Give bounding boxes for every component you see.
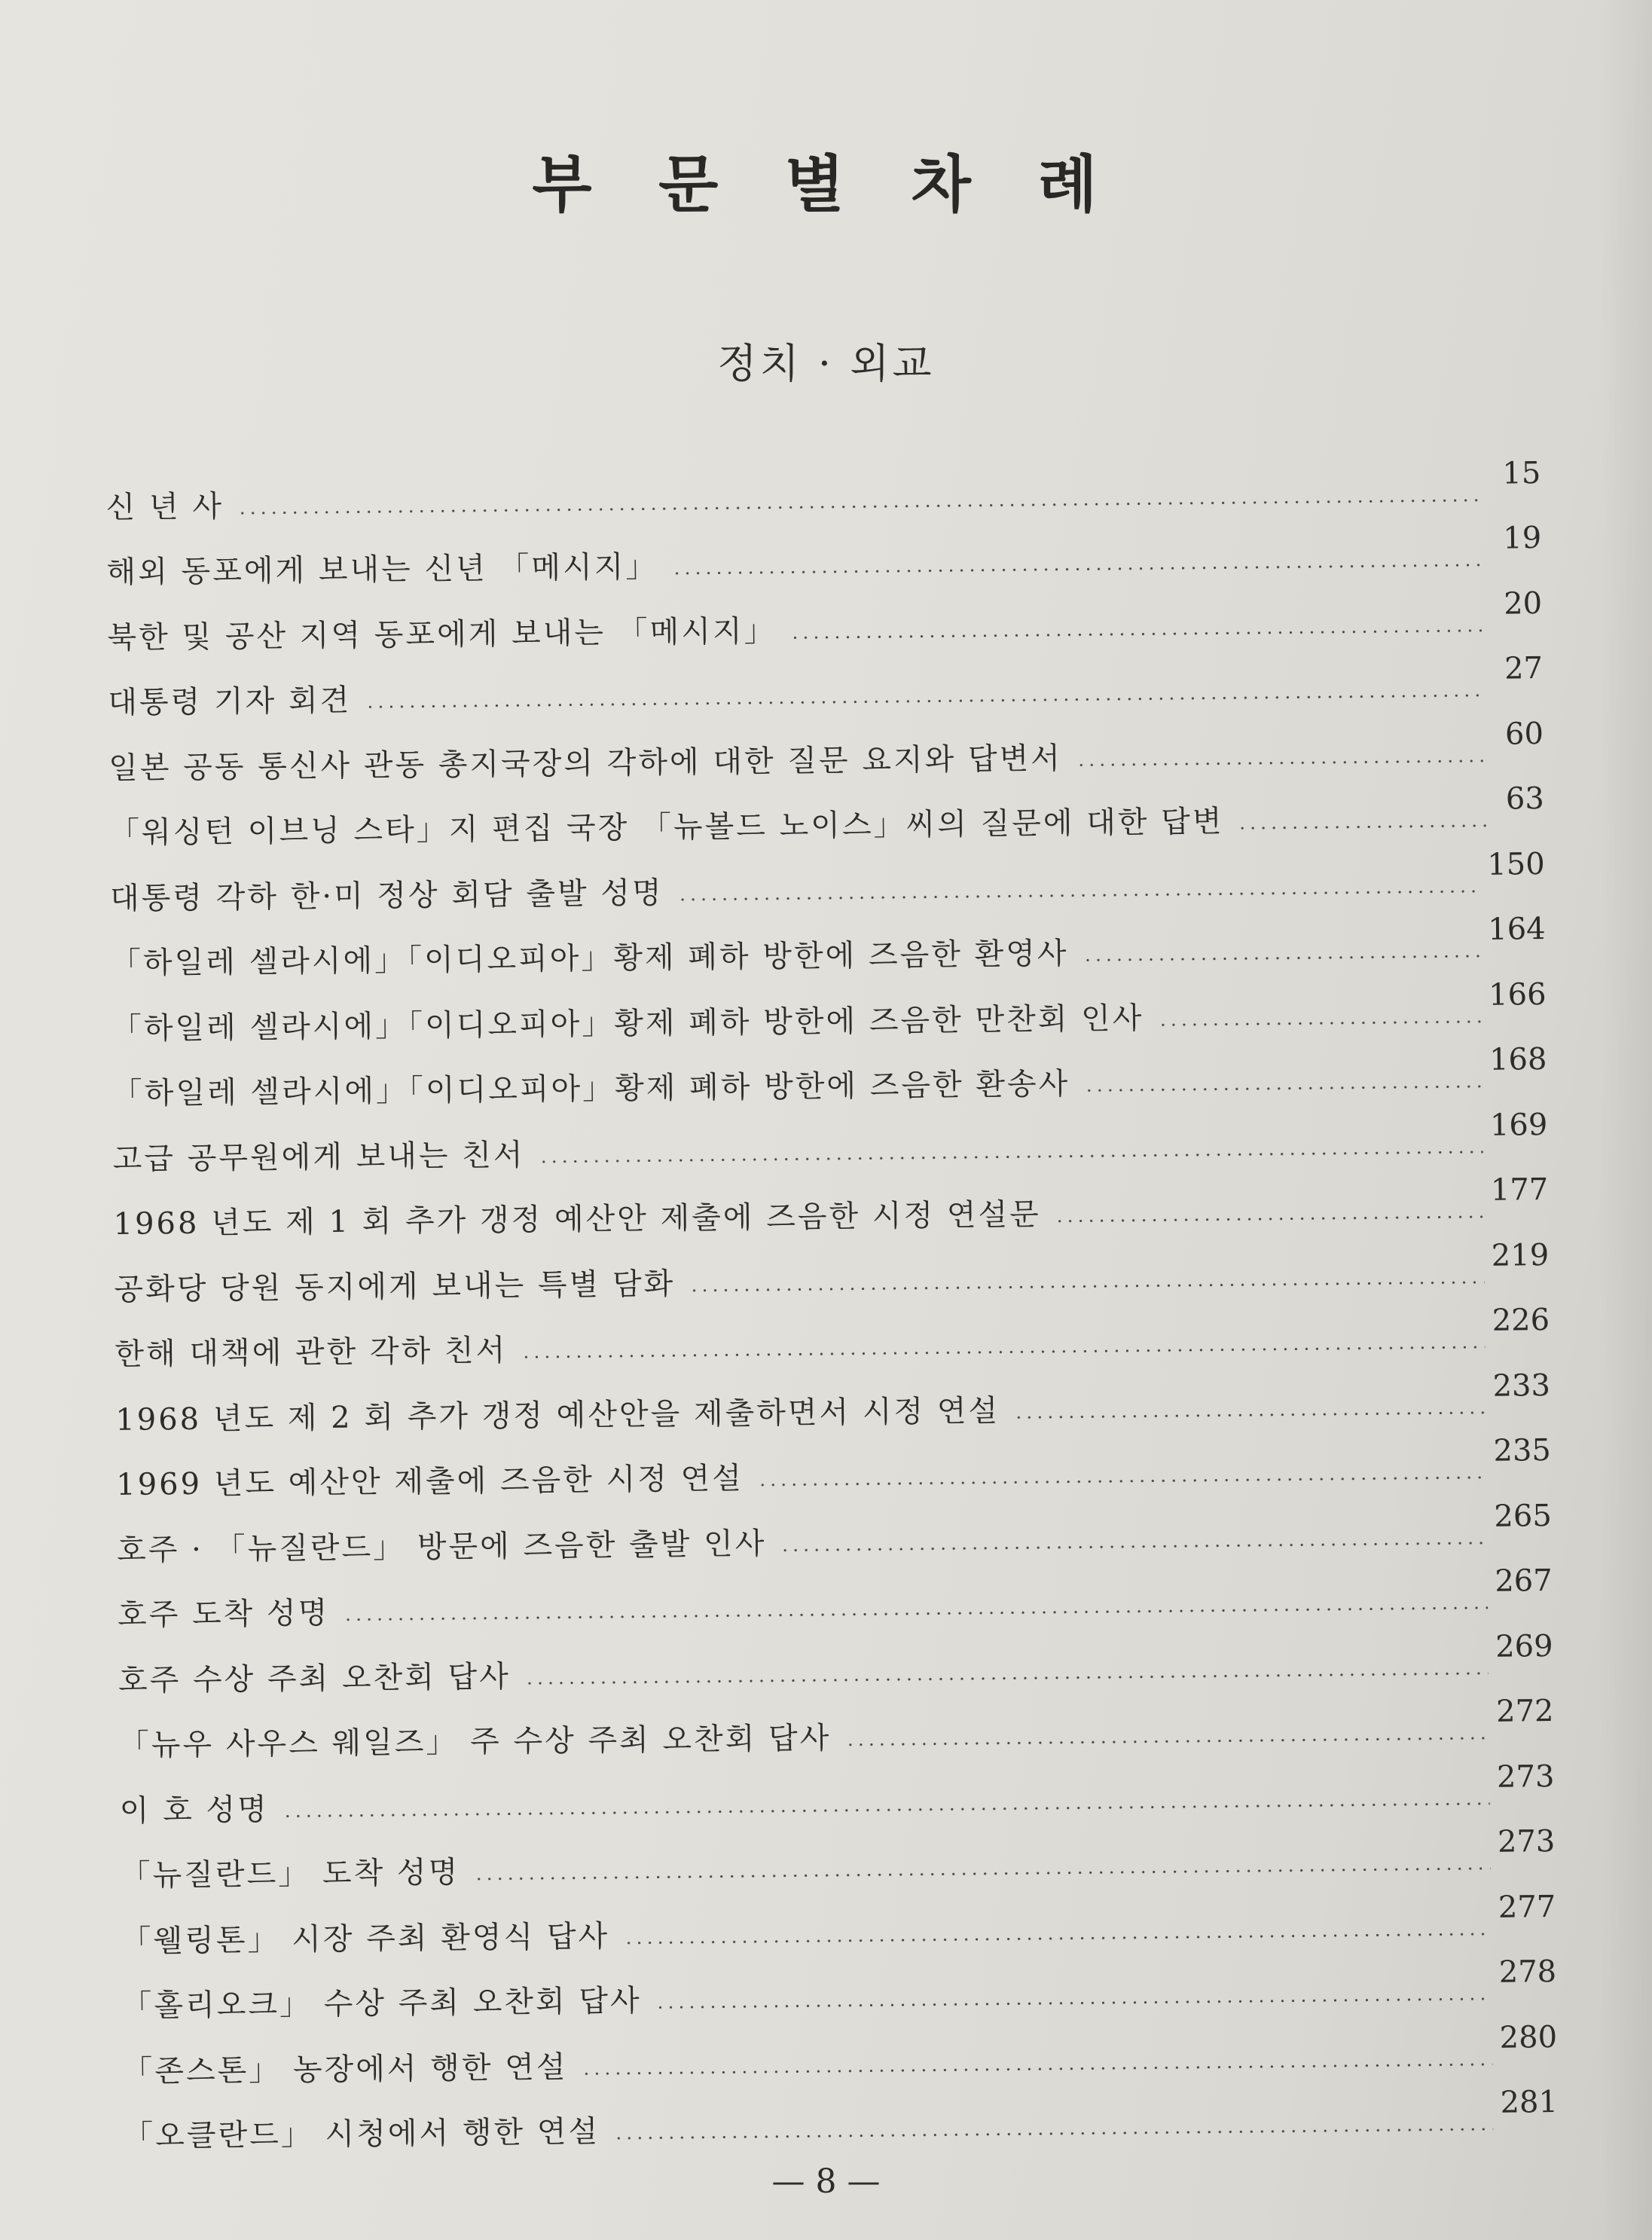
dot-leader [473,1867,1490,1881]
toc-entry-page-number: 269 [1495,1628,1553,1664]
toc-entry-page-number: 60 [1504,716,1544,752]
dot-leader [365,694,1486,709]
toc-entry-page-number: 267 [1495,1563,1553,1599]
dot-leader [613,2128,1493,2140]
dot-leader [1157,1019,1481,1026]
toc-entry-title: 대통령 기자 회견 [108,683,352,720]
toc-entry-page-number: 273 [1496,1759,1555,1795]
toc-entry-title: 「하일레 셀라시에」「이디오피아」황제 폐하 방한에 즈음한 만찬회 인사 [111,1001,1144,1047]
toc-entry-title: 「뉴질란드」 도착 성명 [120,1855,460,1893]
toc-entry-title: 1968 년도 제 2 회 추가 갱정 예산안을 제출하면서 시정 연설 [115,1393,1000,1438]
dot-leader [237,498,1484,514]
dot-leader [671,564,1484,575]
toc-entry-title: 1969 년도 예산안 제출에 즈음한 시정 연설 [115,1461,744,1502]
toc-entry-title: 북한 및 공산 지역 동포에게 보내는 「메시지」 [107,613,777,655]
dot-leader [780,1541,1486,1551]
toc-entry-title: 「오클란드」 시청에서 행한 연설 [123,2114,600,2154]
toc-entry-title: 고급 공무원에게 보내는 친서 [112,1137,525,1177]
toc-entry-page-number: 219 [1491,1237,1550,1273]
toc-entry-page-number: 233 [1492,1368,1551,1404]
dot-leader [1238,824,1488,830]
toc-entry-title: 호주 수상 주최 오찬회 답사 [118,1658,511,1698]
toc-entry-page-number: 20 [1503,585,1543,622]
toc-entry-page-number: 265 [1494,1498,1553,1534]
dot-leader [1055,1215,1483,1223]
dot-leader [582,2062,1492,2075]
table-of-contents [105,446,1558,2156]
toc-entry-page-number: 235 [1493,1432,1552,1468]
toc-entry-title: 1968 년도 제 1 회 추가 갱정 예산안 제출에 즈음한 시정 연설문 [113,1197,1041,1242]
dot-leader [1013,1410,1486,1419]
dot-leader [689,1280,1484,1291]
toc-entry-page-number: 272 [1495,1693,1554,1729]
toc-entry-title: 「웰링톤」 시장 주최 환영식 답사 [121,1918,610,1959]
toc-entry-page-number: 164 [1488,912,1546,947]
toc-entry-title: 이 호 성명 [119,1792,269,1829]
toc-entry-page-number: 280 [1499,2019,1558,2055]
toc-entry-page-number: 168 [1489,1042,1547,1077]
toc-entry-page-number: 15 [1502,455,1541,491]
dot-leader [539,1150,1483,1163]
page-number-footer: — 8 — [771,2162,881,2201]
toc-entry-page-number: 177 [1490,1172,1549,1208]
toc-entry-title: 일본 공동 통신사 관동 총지국장의 각하에 대한 질문 요지와 답변서 [108,741,1063,786]
toc-entry-page-number: 277 [1498,1889,1556,1925]
dot-leader [343,1606,1487,1621]
toc-entry-title: 해외 동포에게 보내는 신년 「메시지」 [106,549,658,590]
toc-entry-title: 「존스톤」 농장에서 행한 연설 [122,2049,568,2089]
dot-leader [524,1671,1489,1684]
dot-leader [655,1997,1492,2009]
page-title: 부 문 별 차 례 [532,148,1120,221]
dot-leader [282,1801,1490,1817]
toc-entry-title: 신 년 사 [105,488,224,525]
toc-entry-title: 공화당 당원 동지에게 보내는 특별 담화 [114,1266,676,1307]
toc-entry-page-number: 226 [1492,1302,1550,1338]
toc-entry-page-number: 27 [1504,651,1544,686]
toc-entry-page-number: 166 [1488,976,1547,1013]
section-heading: 정치 · 외교 [717,340,935,387]
dot-leader [757,1476,1486,1487]
toc-entry-title: 「홀리오크」 수상 주최 오찬회 답사 [121,1983,642,2024]
toc-entry-page-number: 169 [1489,1107,1548,1143]
dot-leader [521,1346,1485,1358]
toc-entry-page-number: 150 [1487,846,1545,882]
toc-entry-title: 「뉴우 사우스 웨일즈」 주 수상 주최 오찬회 답사 [118,1721,832,1763]
toc-entry-page-number: 63 [1505,781,1545,817]
toc-entry-page-number: 273 [1497,1823,1556,1860]
dot-leader [844,1737,1489,1746]
toc-entry-page-number: 19 [1503,521,1542,556]
dot-leader [623,1932,1491,1944]
dot-leader [1083,955,1481,962]
toc-entry-title: 「워싱턴 이브닝 스타」지 편집 국장 「뉴볼드 노이스」씨의 질문에 대한 답변 [108,804,1224,851]
dot-leader [790,628,1486,639]
toc-entry-title: 호주 · 「뉴질란드」 방문에 즈음한 출발 인사 [116,1526,767,1568]
dot-leader [677,889,1480,900]
toc-entry-page-number: 281 [1500,2084,1559,2120]
dot-leader [1083,1085,1482,1092]
toc-entry-title: 대통령 각하 한·미 정상 회담 출발 성명 [109,875,664,916]
toc-entry-title: 호주 도착 성명 [117,1595,330,1633]
toc-entry-title: 「하일레 셀라시에」「이디오피아」황제 폐하 방한에 즈음한 환영사 [110,936,1069,981]
dot-leader [1076,759,1486,766]
toc-entry-title: 「하일레 셀라시에」「이디오피아」황제 폐하 방한에 즈음한 환송사 [111,1066,1070,1111]
toc-entry-page-number: 278 [1498,1954,1557,1990]
toc-entry-title: 한해 대책에 관한 각하 친서 [115,1333,508,1372]
